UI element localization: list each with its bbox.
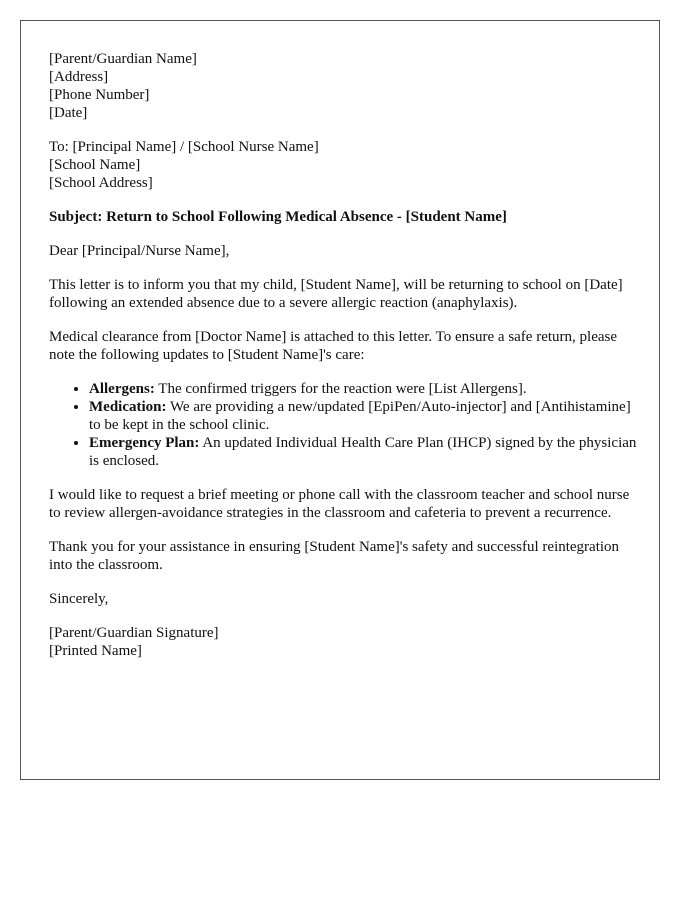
- signature-block: [49, 624, 639, 660]
- school-name: [School Name]: [49, 157, 141, 173]
- clearance-paragraph: Medical clearance from [Doctor Name] is attached to this letter. To ensure a safe return, please note the following updates to [Student Name]'s care:: [49, 329, 618, 363]
- salutation: Dear [Principal/Nurse Name],: [49, 243, 230, 259]
- care-item-text: The confirmed triggers for the reaction were [List Allergens].: [154, 381, 527, 397]
- care-item-text: An updated Individual Health Care Plan (IHCP) signed by the physician is enclosed.: [89, 435, 637, 469]
- meeting-paragraph: I would like to request a brief meeting or phone call with the classroom teacher and school nurse to review allergen-avoidance strategies in the classroom and cafeteria to prevent a recurrence.: [49, 487, 630, 521]
- signature-line: [Parent/Guardian Signature]: [49, 625, 219, 641]
- thanks-paragraph: Thank you for your assistance in ensuring [Student Name]'s safety and successful reintegration into the classroom.: [49, 539, 620, 573]
- care-item-allergens: [89, 380, 639, 398]
- sender-address: [Address]: [49, 69, 109, 85]
- sender-name: [Parent/Guardian Name]: [49, 51, 197, 67]
- letter-body: [49, 50, 639, 676]
- care-item-label: Allergens:: [89, 381, 155, 397]
- care-list: [49, 380, 639, 470]
- care-item-emergency-plan: [89, 434, 639, 470]
- school-address: [School Address]: [49, 175, 153, 191]
- care-item-text: We are providing a new/updated [EpiPen/Auto-injector] and [Antihistamine] to be kept in the school clinic.: [89, 399, 631, 433]
- recipient-to: To: [Principal Name] / [School Nurse Name]: [49, 139, 319, 155]
- care-item-label: Emergency Plan:: [89, 435, 200, 451]
- printed-name: [Printed Name]: [49, 643, 142, 659]
- intro-paragraph: This letter is to inform you that my child, [Student Name], will be returning to school on [Date] following an extended absence due to a severe allergic reaction (anaphylaxis).: [49, 277, 623, 311]
- letter-page: [20, 20, 660, 780]
- care-item-medication: [89, 398, 639, 434]
- sender-phone: [Phone Number]: [49, 87, 150, 103]
- care-item-label: Medication:: [89, 399, 167, 415]
- recipient-block: [49, 138, 639, 192]
- letter-date: [Date]: [49, 105, 88, 121]
- subject-line: Subject: Return to School Following Medical Absence - [Student Name]: [49, 209, 507, 225]
- sender-block: [49, 50, 639, 122]
- closing: Sincerely,: [49, 591, 109, 607]
